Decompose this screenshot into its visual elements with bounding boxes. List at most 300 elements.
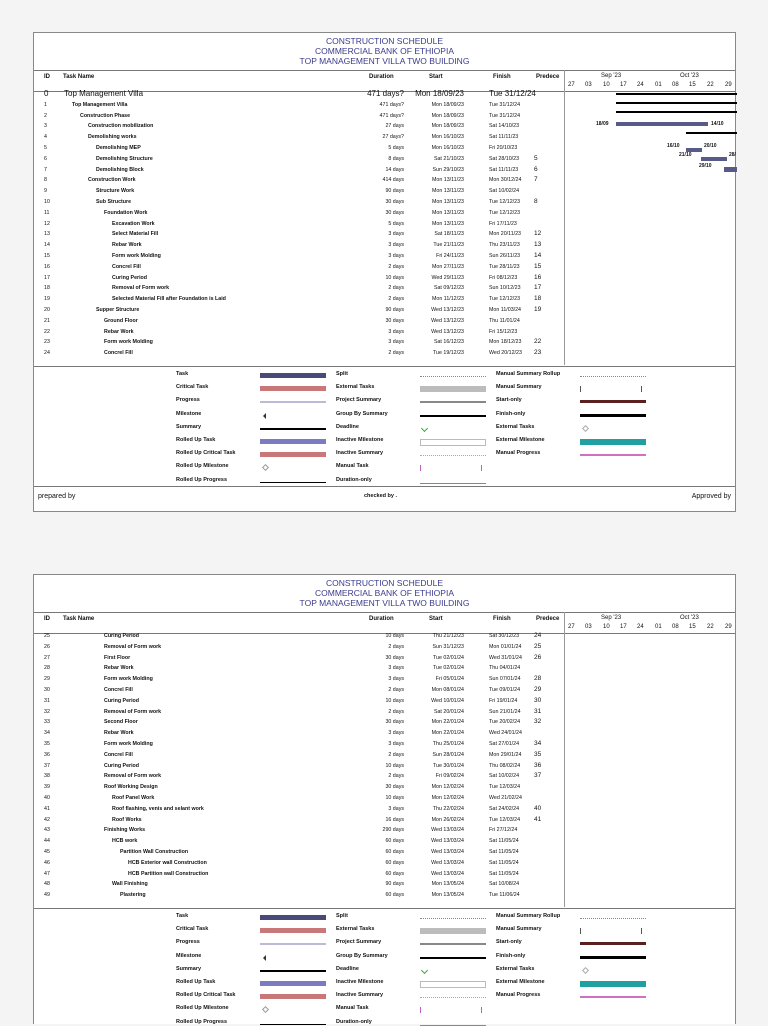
row-task-name: Concrel Fill [104,687,133,693]
row-id: 41 [44,805,50,812]
timeline-day: 03 [585,82,592,88]
row-start: Sat 18/11/23 [434,231,464,238]
timeline-day: 03 [585,624,592,630]
row-finish: Thu 11/01/24 [489,317,520,324]
row-id: 35 [44,741,50,747]
col-duration: Duration [369,616,394,622]
row-duration: 60 days [385,870,404,877]
row-task-name: Removal of Form work [104,773,162,780]
legend-label: Group By Summary [336,952,388,959]
legend-swatch [260,439,326,444]
table-row [34,859,564,867]
row-id: 6 [44,155,47,162]
row-task-name: Concrel Fill [104,350,133,357]
legend-swatch [260,915,326,920]
legend-label: Progress [176,939,200,946]
row-id: 4 [44,134,47,141]
gantt-summary-bar [616,111,737,113]
row-task-name: Top Management Villa [72,101,128,108]
row-duration: 3 days [388,242,404,249]
row-duration: 3 days [388,231,404,238]
legend-swatch [580,956,646,959]
row-duration: 90 days [385,307,404,313]
table-row [34,133,564,141]
row-finish: Sat 30/12/23 [489,633,520,639]
row-id: 17 [44,274,50,281]
legend-swatch [260,401,326,403]
row-start: Mon 12/02/24 [431,795,464,801]
row-duration: 2 days [388,296,404,303]
col-predecessors: Predece [536,74,560,80]
legend [34,366,735,487]
row-finish: Sat 24/02/24 [489,805,520,812]
row-id: 48 [44,881,50,888]
title-line-2: COMMERCIAL BANK OF ETHIOPIA [314,588,454,598]
legend-label: Split [336,371,348,377]
table-row [34,90,564,98]
row-predecessor: 7 [534,176,538,184]
row-start: Mon 13/11/23 [431,209,464,216]
legend-label: Group By Summary [336,410,388,417]
legend-swatch [420,483,486,484]
row-id: 37 [44,762,50,769]
row-task-name: Removal of Form work [104,708,162,715]
table-row [34,708,564,716]
row-start: Tue 02/01/24 [432,665,464,672]
legend-label: Project Summary [336,939,382,946]
row-duration: 60 days [385,849,404,855]
legend-swatch [260,452,326,457]
task-table [34,632,735,907]
col-finish: Finish [493,74,511,80]
row-start: Wed 10/01/24 [431,697,464,704]
row-duration: 2 days [388,773,404,780]
row-finish: Tue 28/11/23 [489,263,520,270]
table-row [34,783,564,791]
row-id: 38 [44,773,50,780]
approved-by-label: Approved by [691,493,731,500]
gantt-date-label: 14/10 [711,121,724,127]
legend-swatch [420,957,486,959]
row-duration: 16 days [385,816,404,823]
row-start: Wed 29/11/23 [431,274,464,281]
legend-swatch [580,414,646,417]
legend-swatch [420,401,486,403]
row-start: Sat 20/01/24 [433,708,464,715]
table-row [34,328,564,336]
row-predecessor: 26 [534,653,542,661]
legend-label: Inactive Summary [336,992,384,999]
row-finish: Fri 15/12/23 [489,328,518,335]
page-title [34,578,735,608]
row-task-name: Ground Floor [104,317,138,324]
row-id: 18 [44,285,50,292]
legend-swatch [260,428,326,430]
row-start: Mon 13/05/24 [431,881,464,888]
legend-label: Summary [176,423,202,430]
row-task-name: Demolishing works [88,134,137,141]
table-row [34,187,564,195]
row-id: 20 [44,307,50,313]
row-task-name: Demolishing MEP [96,145,141,151]
legend-label: Rolled Up Task [176,979,216,985]
timeline-month: Oct '23 [680,615,699,621]
row-predecessor: 30 [534,696,542,704]
col-task-name: Task Name [63,616,95,622]
row-finish: Wed 24/01/24 [489,730,522,737]
row-task-name: Excavation Work [112,220,155,227]
table-row [34,686,564,694]
legend-swatch [420,943,486,945]
row-task-name: Rebar Work [104,328,134,335]
legend-label: Deadline [336,965,359,972]
row-task-name: Rebar Work [112,242,142,249]
legend-label: Manual Progress [496,450,541,457]
table-row [34,675,564,683]
row-id: 3 [44,123,47,130]
row-duration: 3 days [388,339,404,346]
row-task-name: Selected Material Fill after Foundation is Laid [112,296,226,303]
legend-label: Critical Task [176,384,209,391]
legend-swatch [580,386,642,392]
row-finish: Sun 07/01/24 [489,676,521,683]
row-duration: 290 days [382,827,404,834]
legend-label: Task [176,913,189,919]
legend-label: Milestone [176,410,202,417]
row-predecessor: 28 [534,675,542,683]
row-predecessor: 25 [534,642,542,650]
legend-label: Progress [176,397,200,404]
legend-swatch [420,415,486,417]
col-id: ID [44,616,50,622]
legend-swatch [262,1006,269,1013]
row-start: Mon 08/01/24 [431,687,464,693]
row-finish: Tue 20/02/24 [489,719,521,726]
row-id: 32 [44,708,50,715]
row-finish: Tue 11/06/24 [489,892,520,899]
row-id: 19 [44,296,50,303]
timeline-day: 17 [620,624,627,630]
row-duration: 90 days [385,881,404,888]
row-task-name: Plastering [120,892,146,899]
row-finish: Mon 18/12/23 [489,339,522,346]
legend-label: Manual Task [336,463,369,470]
row-finish: Fri 27/12/24 [489,827,518,834]
page-title [34,36,735,66]
table-row [34,263,564,271]
legend-swatch [420,981,486,988]
row-start: Sun 31/12/23 [432,643,464,650]
row-id: 15 [44,253,50,259]
row-id: 47 [44,870,50,877]
row-finish: Tue 12/12/23 [489,199,521,205]
row-start: Thu 22/02/24 [432,805,464,812]
table-row [34,306,564,314]
gantt-summary-bar [616,93,737,95]
row-predecessor: 32 [534,718,542,726]
gantt-date-label: 21/10 [679,152,692,158]
row-finish: Tue 12/03/24 [489,784,521,791]
row-start: Mon 18/09/23 [431,123,464,130]
legend-swatch [580,981,646,987]
legend-swatch [420,1007,482,1013]
row-id: 30 [44,687,50,693]
row-predecessor: 15 [534,262,542,270]
row-id: 36 [44,751,50,758]
table-row [34,891,564,899]
row-id: 14 [44,242,50,249]
row-duration: 471 days? [379,101,404,108]
legend-swatch [420,918,486,920]
row-duration: 2 days [388,687,404,693]
row-duration: 30 days [385,209,404,216]
legend-swatch [260,928,326,933]
table-row [34,664,564,672]
row-predecessor: 31 [534,707,542,715]
schedule-page-1 [33,32,736,512]
row-task-name: Wall Finishing [112,881,148,888]
row-task-name: Rebar Work [104,730,134,737]
table-row [34,166,564,174]
col-id: ID [44,74,50,80]
timeline-month: Oct '23 [680,73,699,79]
row-id: 25 [44,633,50,639]
row-id: 11 [44,209,50,216]
row-duration: 30 days [385,719,404,726]
table-row [34,220,564,228]
row-task-name: Structure Work [96,188,135,195]
legend-swatch [420,465,482,471]
legend-swatch [420,1025,486,1026]
row-id: 9 [44,188,47,195]
row-finish: Fri 17/11/23 [489,220,517,227]
row-duration: 2 days [388,285,404,292]
row-predecessor: 41 [534,815,542,823]
col-duration: Duration [369,74,394,80]
legend-label: Rolled Up Progress [176,476,228,483]
signature-footer [34,486,735,514]
row-finish: Sun 26/11/23 [489,253,521,259]
legend-label: Inactive Milestone [336,437,384,443]
row-duration: 3 days [388,730,404,737]
row-task-name: Curing Period [104,633,140,639]
row-id: 5 [44,145,47,151]
table-row [34,740,564,748]
row-finish: Thu 23/11/23 [489,242,520,249]
row-finish: Sat 11/11/23 [489,134,519,141]
legend-swatch [580,376,646,378]
row-task-name: Roof flashing, venis and selant work [112,805,204,812]
legend-label: Manual Summary Rollup [496,913,561,919]
row-duration: 30 days [385,654,404,661]
row-predecessor: 12 [534,230,542,238]
legend-label: Finish-only [496,410,526,417]
row-duration: 2 days [388,708,404,715]
row-id: 27 [44,654,50,661]
row-finish: Sun 10/12/23 [489,285,521,292]
row-start: Tue 30/01/24 [432,762,464,769]
row-id: 0 [44,89,49,98]
row-id: 45 [44,849,50,855]
table-row [34,751,564,759]
legend-swatch [260,994,326,999]
row-id: 34 [44,730,50,737]
legend-swatch [580,439,646,445]
table-row [34,643,564,651]
row-start: Mon 13/11/23 [431,220,464,227]
legend-label: Rolled Up Milestone [176,1005,229,1012]
row-id: 24 [44,350,50,357]
row-start: Mon 18/09/23 [431,101,464,108]
row-duration: 8 days [388,155,404,162]
timeline-day: 22 [707,82,714,88]
row-finish: Sat 10/08/24 [489,881,520,888]
table-row [34,762,564,770]
row-task-name: Removal of Form work [104,643,162,650]
legend-swatch [421,425,428,432]
table-row [34,230,564,238]
row-start: Mon 18/09/23 [415,89,464,98]
row-task-name: Curing Period [104,762,140,769]
legend-label: External Milestone [496,437,545,443]
row-task-name: Supper Structure [96,307,140,313]
row-start: Mon 22/01/24 [431,730,464,737]
gantt-date-label: 28/ [729,152,736,158]
legend-swatch [580,400,646,403]
timeline-day: 22 [707,624,714,630]
row-id: 31 [44,697,50,704]
title-line-1: CONSTRUCTION SCHEDULE [325,36,444,46]
legend-swatch [420,928,486,934]
legend-swatch [420,455,486,457]
legend-swatch [582,425,589,432]
row-predecessor: 19 [534,306,542,313]
table-row [34,112,564,120]
row-task-name: HCB Exterior wall Construction [128,859,207,866]
row-finish: Sat 14/10/23 [489,123,520,130]
col-finish: Finish [493,616,511,622]
table-row [34,794,564,802]
legend-swatch [420,439,486,446]
row-start: Fri 24/11/23 [436,253,464,259]
timeline-day: 08 [672,624,679,630]
row-task-name: Foundation Work [104,209,148,216]
row-duration: 2 days [388,263,404,270]
row-predecessor: 18 [534,295,542,303]
row-task-name: Roof Works [112,816,142,823]
row-id: 7 [44,166,47,173]
row-id: 2 [44,112,47,119]
table-row [34,295,564,303]
row-duration: 30 days [385,317,404,324]
row-duration: 3 days [388,665,404,672]
timeline-header [564,613,735,633]
row-id: 8 [44,177,47,184]
row-duration: 90 days [385,188,404,195]
row-id: 16 [44,263,50,270]
row-predecessor: 35 [534,750,542,758]
row-finish: Mon 20/11/23 [489,231,522,238]
row-task-name: Roof Working Design [104,784,158,791]
row-finish: Tue 12/12/23 [489,209,521,216]
legend-label: Rolled Up Critical Task [176,450,236,457]
row-start: Mon 27/11/23 [431,263,464,270]
timeline-day: 15 [689,82,696,88]
table-row [34,816,564,824]
row-duration: 2 days [388,643,404,650]
table-row [34,718,564,726]
row-finish: Sat 11/05/24 [489,870,519,877]
table-row [34,284,564,292]
title-line-3: TOP MANAGEMENT VILLA TWO BUILDING [299,56,470,66]
legend-label: Project Summary [336,397,382,404]
legend-swatch [420,386,486,392]
row-task-name: HCB work [112,838,138,845]
row-start: Mon 13/11/23 [431,177,464,184]
row-start: Mon 11/12/23 [431,296,464,303]
table-row [34,176,564,184]
row-finish: Mon 01/01/24 [489,643,522,650]
table-row [34,155,564,163]
legend-label: Summary [176,965,202,972]
row-start: Mon 13/05/24 [431,892,464,899]
row-id: 26 [44,643,50,650]
row-duration: 471 days? [379,112,404,119]
row-task-name: Form work Molding [104,676,153,683]
row-duration: 2 days [388,350,404,357]
row-start: Fri 05/01/24 [435,676,464,683]
legend-swatch [580,996,646,998]
row-finish: Sat 10/02/24 [489,188,520,195]
table-row [34,848,564,856]
row-finish: Sat 11/11/23 [489,166,519,173]
legend-label: Inactive Milestone [336,979,384,985]
legend-label: Duration-only [336,476,372,483]
table-row [34,252,564,260]
table-row [34,144,564,152]
row-predecessor: 23 [534,349,542,357]
row-predecessor: 40 [534,804,542,812]
row-task-name: Construction Phase [80,112,131,119]
row-duration: 5 days [388,220,404,227]
row-start: Sat 16/12/23 [433,339,464,346]
legend-label: Critical Task [176,926,209,933]
row-task-name: Select Material Fill [112,231,159,238]
row-start: Fri 09/02/24 [435,773,464,780]
legend-swatch [421,967,428,974]
row-finish: Sat 11/05/24 [489,849,519,855]
row-id: 40 [44,795,50,801]
table-row [34,338,564,346]
row-task-name: Second Floor [104,719,138,726]
row-finish: Wed 31/01/24 [489,654,522,661]
legend-label: External Tasks [496,423,535,430]
row-predecessor: 34 [534,740,542,747]
table-row [34,826,564,834]
prepared-by-label: prepared by [38,493,76,500]
row-task-name: First Floor [104,654,131,661]
row-duration: 3 days [388,805,404,812]
timeline-day: 10 [603,624,610,630]
table-row [34,101,564,109]
row-duration: 60 days [385,892,404,899]
row-finish: Sun 21/01/24 [489,708,521,715]
row-task-name: Concrel Fill [112,263,141,270]
row-duration: 10 days [385,697,404,704]
row-task-name: Removal of Form work [112,285,170,292]
row-task-name: Top Management Villa [64,89,144,98]
legend-swatch [260,373,326,378]
